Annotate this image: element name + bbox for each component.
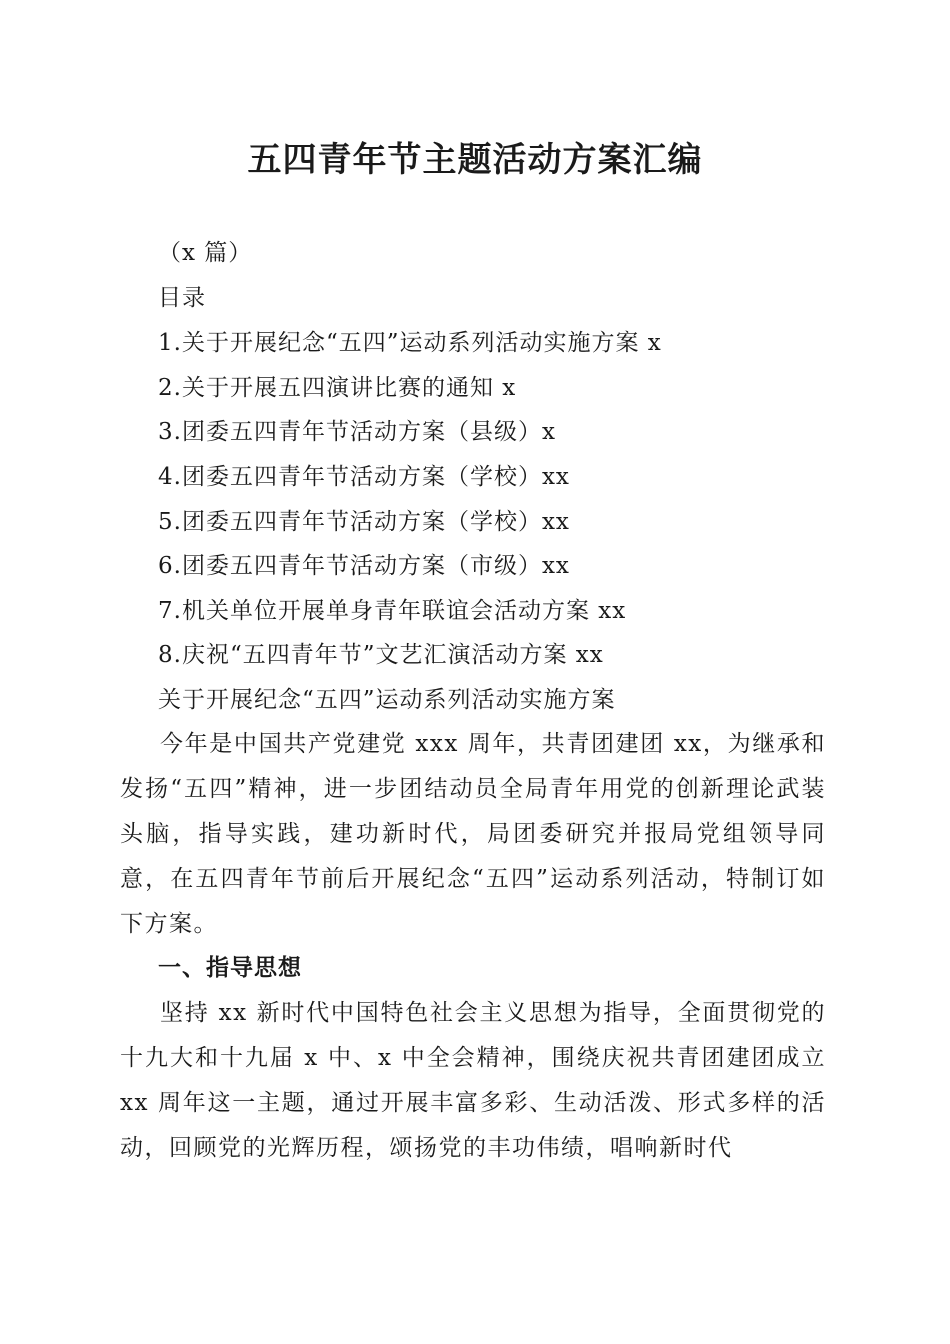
intro-paragraph: 今年是中国共产党建党 xxx 周年，共青团建团 xx，为继承和发扬“五四”精神，进一步团结动员全局青年用党的创新理论武装头脑，指导实践，建功新时代，局团委研究并报局党组领导同意，在五四青年节前后开展纪念“五四”运动系列活动，特制订如下方案。: [120, 731, 826, 937]
toc-label: 目录: [158, 285, 206, 311]
toc-item: 8.庆祝“五四青年节”文艺汇演活动方案 xx: [158, 642, 604, 668]
toc-item: 5.团委五四青年节活动方案（学校）xx: [158, 509, 570, 535]
heading-guiding-ideology: 一、指导思想: [158, 955, 302, 981]
document-title: 五四青年节主题活动方案汇编: [247, 140, 703, 180]
toc-item: 7.机关单位开展单身青年联谊会活动方案 xx: [158, 598, 627, 624]
count-note: （x 篇）: [158, 240, 253, 266]
section-title: 关于开展纪念“五四”运动系列活动实施方案: [158, 687, 616, 713]
toc-item: 2.关于开展五四演讲比赛的通知 x: [158, 375, 517, 401]
toc-item: 1.关于开展纪念“五四”运动系列活动实施方案 x: [158, 330, 662, 356]
toc-item: 3.团委五四青年节活动方案（县级）x: [158, 419, 556, 445]
toc-item: 6.团委五四青年节活动方案（市级）xx: [158, 553, 570, 579]
toc-item: 4.团委五四青年节活动方案（学校）xx: [158, 464, 570, 490]
body-paragraph: 坚持 xx 新时代中国特色社会主义思想为指导，全面贯彻党的十九大和十九届 x 中、x 中全会精神，围绕庆祝共青团建团成立 xx 周年这一主题，通过开展丰富多彩、生动活泼、形式多样的活动，回顾党的光辉历程，颂扬党的丰功伟绩，唱响新时代: [120, 1000, 826, 1161]
